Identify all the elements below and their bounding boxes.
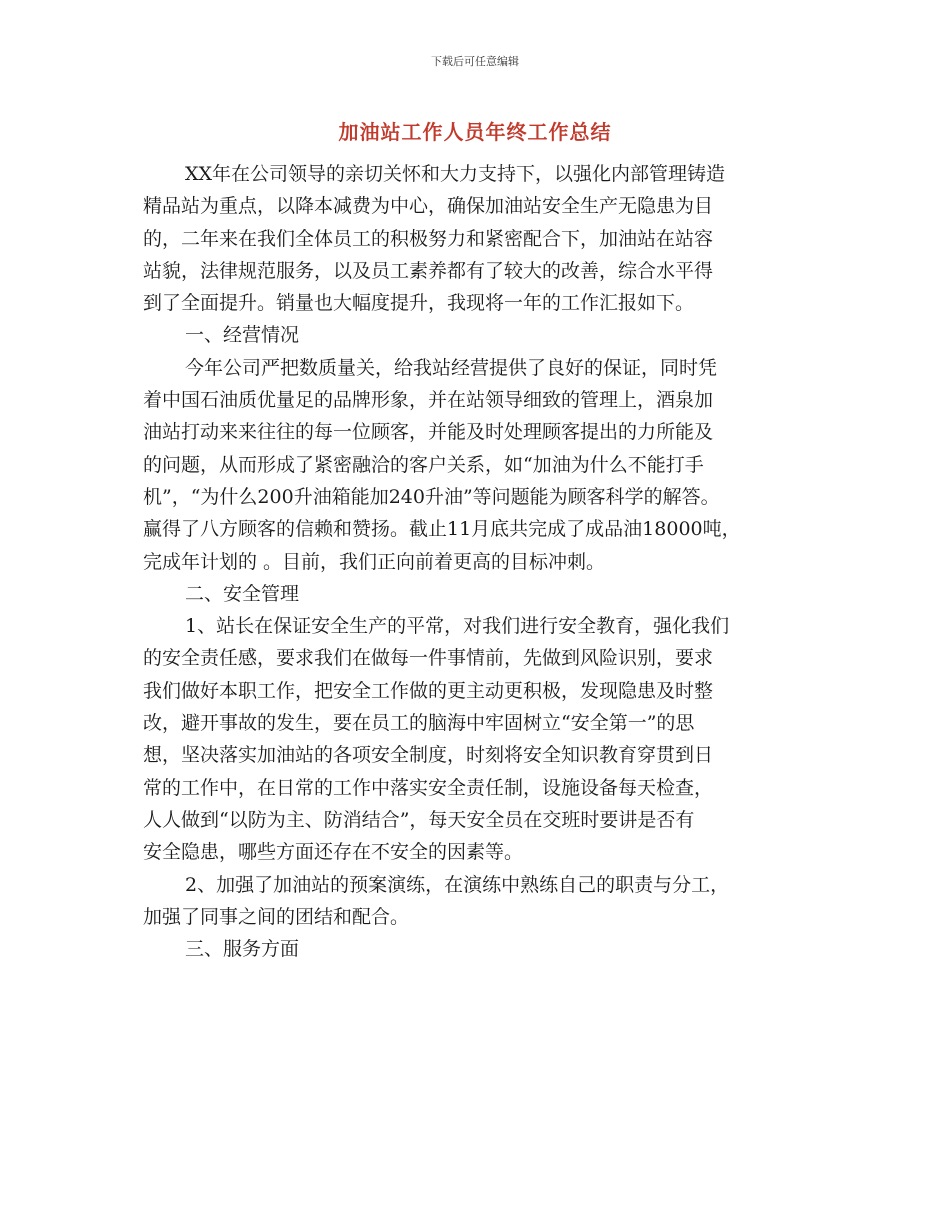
text-line: 着中国石油质优量足的品牌形象，并在站领导细致的管理上，酒泉加: [143, 389, 714, 412]
text-line: 改，避开事故的发生，要在员工的脑海中牢固树立“安全第一”的思: [143, 712, 695, 735]
text-line: 二、安全管理: [185, 582, 300, 605]
text-line: 油站打动来来往往的每一位顾客，并能及时处理顾客提出的力所能及: [143, 421, 714, 444]
text-line: 的安全责任感，要求我们在做每一件事情前，先做到风险识别，要求: [143, 647, 714, 670]
text-line: 1、站长在保证安全生产的平常，对我们进行安全教育，强化我们: [185, 615, 730, 638]
text-line: 的，二年来在我们全体员工的积极努力和紧密配合下，加油站在站容: [143, 227, 714, 250]
text-line: 人人做到“以防为主、防消结合”，每天安全员在交班时要讲是否有: [143, 808, 695, 831]
text-line: 我们做好本职工作，把安全工作做的更主动更积极，发现隐患及时整: [143, 679, 714, 702]
text-line: 一、经营情况: [185, 324, 300, 347]
text-line: 到了全面提升。销量也大幅度提升，我现将一年的工作汇报如下。: [143, 292, 695, 315]
text-line: 机”，“为什么200升油箱能加240升油”等问题能为顾客科学的解答。: [143, 485, 720, 508]
document-body: [143, 158, 823, 965]
text-line: 赢得了八方顾客的信赖和赞扬。截止11月底共完成了成品油18000吨，: [143, 518, 741, 541]
text-line: 站貌，法律规范服务，以及员工素养都有了较大的改善，综合水平得: [143, 259, 714, 282]
text-line: 想，坚决落实加油站的各项安全制度，时刻将安全知识教育穿贯到日: [143, 744, 714, 767]
text-line: 今年公司严把数质量关，给我站经营提供了良好的保证，同时凭: [185, 356, 718, 379]
document-title: 加油站工作人员年终工作总结: [338, 120, 612, 144]
text-line: 的问题，从而形成了紧密融洽的客户关系，如“加油为什么不能打手: [143, 453, 704, 476]
text-line: 完成年计划的 。目前，我们正向前着更高的目标冲刺。: [143, 550, 606, 573]
text-line: 常的工作中，在日常的工作中落实安全责任制，设施设备每天检查，: [143, 776, 714, 799]
text-line: 2、加强了加油站的预案演练，在演练中熟练自己的职责与分工，: [185, 873, 730, 896]
text-line: XX年在公司领导的亲切关怀和大力支持下，以强化内部管理铸造: [185, 163, 726, 185]
text-line: 三、服务方面: [185, 938, 300, 961]
page-header: 下载后可任意编辑: [431, 55, 519, 68]
text-line: 精品站为重点，以降本减费为中心，确保加油站安全生产无隐患为目: [143, 195, 714, 218]
text-line: 加强了同事之间的团结和配合。: [143, 905, 410, 928]
text-line: 安全隐患，哪些方面还存在不安全的因素等。: [143, 841, 524, 864]
